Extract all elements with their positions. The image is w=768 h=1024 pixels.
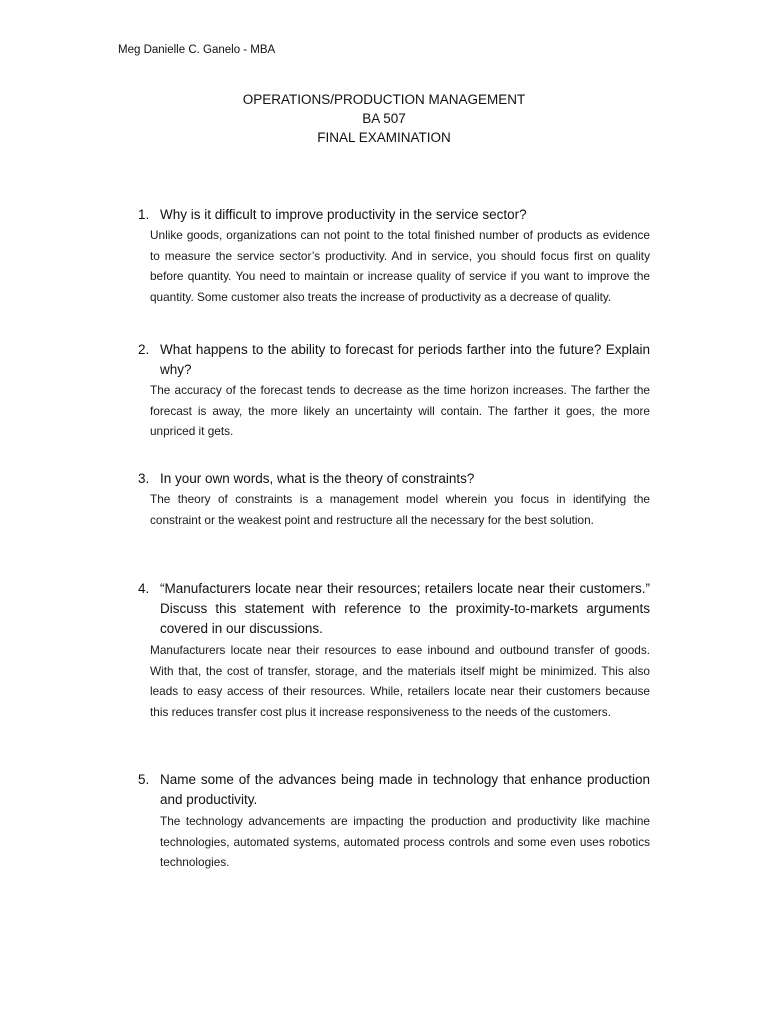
answer-text: The accuracy of the forecast tends to decrease as the time horizon increases. The farther the forecast is away, the more likely an uncertainty will contain. The farther it goes, the more unpriced it gets. xyxy=(150,383,650,438)
exam-title: FINAL EXAMINATION xyxy=(317,130,451,145)
course-code: BA 507 xyxy=(362,111,406,126)
answer-text: The technology advancements are impacting the production and productivity like machine technologies, automated systems, automated process controls and some even uses robotics technologies. xyxy=(160,814,650,869)
answer-text: The theory of constraints is a management model wherein you focus in identifying the constraint or the weakest point and restructure all the necessary for the best solution. xyxy=(150,492,650,527)
answer-text: Unlike goods, organizations can not point to the total finished number of products as evidence to measure the service sector’s productivity. And in service, you should focus first on quality before quantity. You need to maintain or increase quality of service if you want to improve the quantity. Some customer also treats the increase of productivity as a decrease of quality. xyxy=(150,228,650,304)
question-heading xyxy=(138,579,650,639)
course-title: OPERATIONS/PRODUCTION MANAGEMENT xyxy=(242,92,526,107)
question-heading xyxy=(138,340,650,380)
question-block-4 xyxy=(138,579,650,722)
question-block-1 xyxy=(138,205,650,307)
question-text: “Manufacturers locate near their resources; retailers locate near their customers.” Discuss this statement with reference to the proximity-to-markets arguments covered in our discussions. xyxy=(160,581,650,636)
question-block-2 xyxy=(138,340,650,442)
question-number: 1. xyxy=(138,207,150,222)
question-text: In your own words, what is the theory of constraints? xyxy=(160,471,475,486)
question-heading xyxy=(138,205,650,225)
question-block-5 xyxy=(138,770,650,873)
question-block-3 xyxy=(138,469,650,530)
question-text: Why is it difficult to improve productivity in the service sector? xyxy=(160,207,527,222)
question-text: Name some of the advances being made in technology that enhance production and productivity. xyxy=(160,772,650,807)
question-heading xyxy=(138,770,650,810)
question-text: What happens to the ability to forecast for periods farther into the future? Explain why? xyxy=(160,342,650,377)
answer-text: Manufacturers locate near their resources to ease inbound and outbound transfer of goods. With that, the cost of transfer, storage, and the materials itself might be minimized. This also leads to easy access of their resources. While, retailers locate near their customers because this reduces transfer cost plus it increase responsiveness to the needs of the customers. xyxy=(150,643,650,719)
question-number: 5. xyxy=(138,772,150,787)
question-number: 2. xyxy=(138,342,150,357)
document-header xyxy=(0,90,768,147)
author-name: Meg Danielle C. Ganelo - MBA xyxy=(118,44,276,56)
question-number: 3. xyxy=(138,471,150,486)
question-heading xyxy=(138,469,650,489)
question-number: 4. xyxy=(138,581,150,596)
